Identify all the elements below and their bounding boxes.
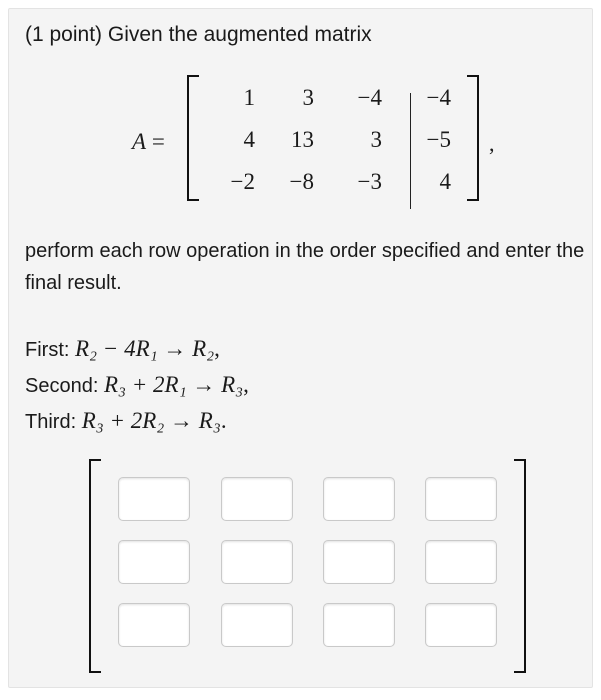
answer-cell-r3-c2[interactable]: [221, 603, 293, 647]
answer-cell-r2-c2[interactable]: [221, 540, 293, 584]
operation-punct: .: [220, 408, 227, 433]
matrix-right-bracket: [467, 75, 479, 201]
matrix-cell: 13: [291, 127, 314, 152]
matrix-cell: 4: [439, 169, 451, 194]
matrix-cell: −4: [357, 85, 382, 110]
operation-expression: R₃ + 2R₁ → R₃: [103, 372, 244, 397]
operation-expression: R₂ − 4R₁ → R₂: [75, 336, 215, 361]
answer-cell-r3-c3[interactable]: [323, 603, 395, 647]
matrix-cell: 4: [243, 127, 255, 152]
matrix-cell: −4: [426, 85, 451, 110]
answer-cell-r1-c4[interactable]: [425, 477, 497, 521]
matrix-cell: −5: [426, 127, 451, 152]
matrix-label: A =: [132, 129, 165, 154]
answer-cell-r2-c3[interactable]: [323, 540, 395, 584]
row-operations: [25, 331, 249, 439]
answer-cell-r3-c4[interactable]: [425, 603, 497, 647]
operation-punct: ,: [214, 336, 220, 361]
answer-cell-r1-c3[interactable]: [323, 477, 395, 521]
matrix-cell: −2: [230, 169, 255, 194]
matrix-cell: 1: [243, 85, 255, 110]
operation-first: [25, 331, 249, 367]
answer-left-bracket: [89, 459, 101, 673]
problem-card: [8, 8, 593, 688]
answer-right-bracket: [514, 459, 526, 673]
answer-cell-r3-c1[interactable]: [118, 603, 190, 647]
answer-cell-r2-c1[interactable]: [118, 540, 190, 584]
answer-cell-r1-c1[interactable]: [118, 477, 190, 521]
operation-label: First:: [25, 339, 70, 361]
operation-expression: R₃ + 2R₂ → R₃: [81, 408, 221, 433]
operation-label: Third:: [25, 411, 77, 433]
operation-punct: ,: [243, 372, 249, 397]
matrix-cell: 3: [302, 85, 314, 110]
matrix-cell: −3: [357, 169, 382, 194]
matrix-cell: −8: [289, 169, 314, 194]
problem-intro: (1 point) Given the augmented matrix: [25, 23, 372, 46]
instruction-text: perform each row operation in the order specified and enter the final result.: [25, 240, 585, 294]
matrix-cell: 3: [370, 127, 382, 152]
answer-cell-r1-c2[interactable]: [221, 477, 293, 521]
operation-third: [25, 403, 249, 439]
answer-cell-r2-c4[interactable]: [425, 540, 497, 584]
operation-label: Second:: [25, 375, 99, 397]
matrix-trailing-comma: ,: [489, 131, 495, 156]
operation-second: [25, 367, 249, 403]
